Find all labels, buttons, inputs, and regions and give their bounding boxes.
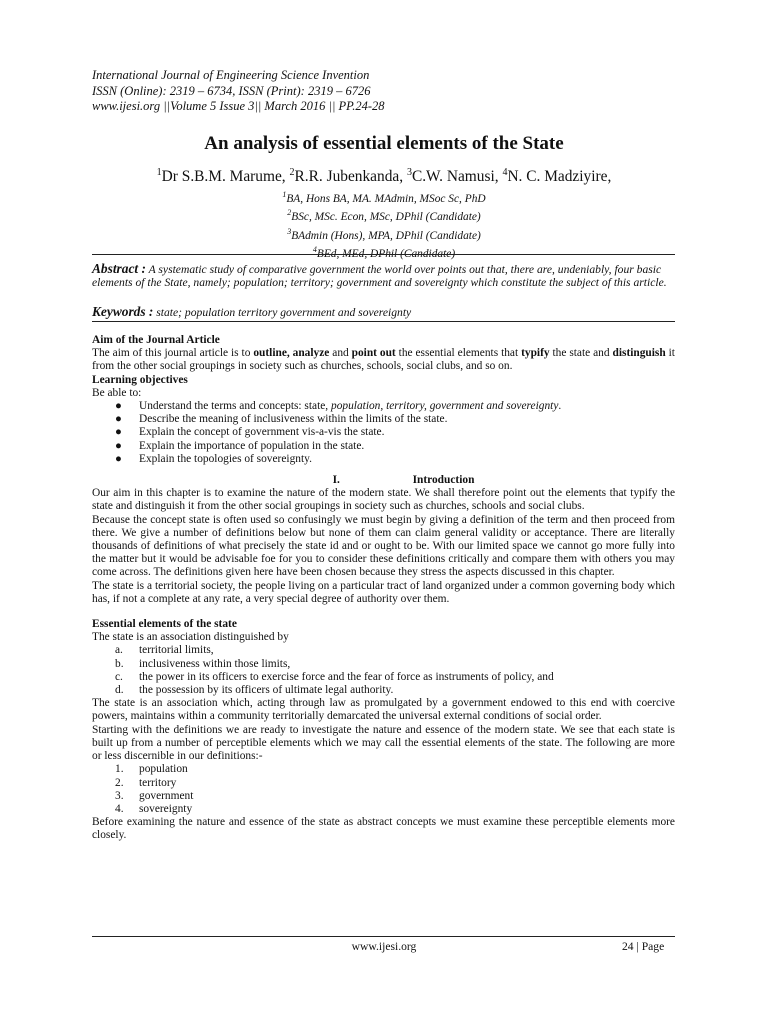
bullet-icon: ● — [115, 426, 122, 439]
aim-bold-1: outline, analyze — [253, 347, 330, 360]
list-item-text: the power in its officers to exercise force and the fear of force as instruments of policy, and — [139, 670, 554, 683]
list-item-text: the possession by its officers of ultimate legal authority. — [139, 684, 394, 697]
essential-paragraph-1: The state is an association which, acting through law as promulgated by a government endowed to this end with coercive powers, maintains within a community territorially demarcated the universal external conditions of social order. — [92, 697, 675, 723]
footer-rule — [92, 936, 675, 937]
list-item — [92, 400, 675, 413]
objective-1-text: Understand the terms and concepts: state, — [139, 400, 332, 413]
affiliation-4 — [0, 243, 768, 261]
list-item — [92, 426, 675, 439]
intro-paragraph-2: Because the concept state is often used so confusingly we must begin by giving a definition of the term and then proceed from there. We give a number of definitions below but none of them can claim general validity or acceptance. There are literally thousands of definitions of what precisely the state id and or ought to be. With our limited space we cannot go more fully into the matter but it would be advisable foe for you to consider these definitions critically and compare them with others you may come across. The definitions given here have been chosen because they stress the aspects discussed in this chapter. — [92, 513, 675, 579]
abstract-text: A systematic study of comparative government the world over points out that, there are, undeniably, four basic elements of the State, namely; population; territory; government and sovereignty which constitute the subject of this article. — [92, 263, 667, 290]
abstract — [92, 262, 675, 290]
objectives-list — [92, 400, 675, 466]
aim-paragraph — [92, 347, 675, 373]
essential-intro: The state is an association distinguished by — [92, 631, 289, 644]
section-heading — [92, 474, 675, 487]
author-3: C.W. Namusi, — [411, 168, 503, 186]
footer-site: www.ijesi.org — [351, 940, 417, 953]
bullet-icon: ● — [115, 439, 122, 452]
objective-1-italic: population, territory, government and sovereignty — [331, 400, 559, 413]
affiliation-2 — [0, 206, 768, 224]
list-marker: 1. — [115, 763, 124, 776]
list-item — [92, 790, 675, 803]
author-4: N. C. Madziyire, — [507, 168, 612, 186]
list-item — [92, 777, 675, 790]
affiliation-list — [0, 188, 768, 262]
author-2-sup: 2 — [289, 167, 295, 178]
author-3-sup: 3 — [406, 167, 412, 178]
abstract-bottom-rule — [92, 321, 675, 322]
list-item — [92, 684, 675, 697]
aim-text-1: The aim of this journal article is to — [92, 347, 254, 360]
section-number: I. — [332, 474, 340, 487]
abstract-top-rule — [92, 254, 675, 255]
affiliation-4-sup: 4 — [312, 245, 317, 255]
article-body — [92, 334, 675, 843]
journal-name: International Journal of Engineering Science Invention — [92, 68, 370, 82]
aim-bold-2: point out — [351, 347, 396, 360]
objective-5-text: Explain the topologies of sovereignty. — [139, 452, 312, 465]
affiliation-1-text: BA, Hons BA, MA. MAdmin, MSoc Sc, PhD — [286, 192, 486, 205]
essential-paragraph-2: Starting with the definitions we are ready to investigate the nature and essence of the modern state. We see that each state is built up from a number of perceptible elements which we may call the essential elements of the state. The following are more or less discernible in our definitions:- — [92, 723, 675, 763]
list-marker: 2. — [115, 776, 124, 789]
author-1-sup: 1 — [156, 167, 162, 178]
author-1: Dr S.B.M. Marume, — [161, 168, 290, 186]
objectives-heading: Learning objectives — [92, 373, 188, 386]
list-marker: d. — [115, 684, 124, 697]
intro-paragraph-3: The state is a territorial society, the people living on a particular tract of land organized under a common governing body which has, if not a complete at any rate, a very special degree of authority over them. — [92, 579, 675, 605]
list-item-text: territorial limits, — [139, 644, 214, 657]
objective-4-text: Explain the importance of population in the state. — [139, 439, 365, 452]
aim-text-4: the state and — [549, 347, 613, 360]
bullet-icon: ● — [115, 400, 122, 413]
essential-alpha-list — [92, 644, 675, 697]
abstract-label: Abstract : — [92, 261, 146, 276]
affiliation-3 — [0, 225, 768, 243]
list-item-text: population — [139, 763, 188, 776]
list-marker: 4. — [115, 802, 124, 815]
list-item-text: government — [139, 789, 194, 802]
list-item — [92, 763, 675, 776]
affiliation-2-sup: 2 — [287, 208, 292, 218]
author-2: R.R. Jubenkanda, — [294, 168, 407, 186]
author-4-sup: 4 — [502, 167, 508, 178]
list-marker: 3. — [115, 789, 124, 802]
journal-volume: www.ijesi.org ||Volume 5 Issue 3|| March 2016 || PP.24-28 — [92, 99, 385, 114]
list-item-text: sovereignty — [139, 802, 193, 815]
bullet-icon: ● — [115, 413, 122, 426]
objective-2-text: Describe the meaning of inclusiveness within the limits of the state. — [139, 413, 448, 426]
journal-header — [92, 68, 692, 115]
intro-paragraph-1: Our aim in this chapter is to examine the nature of the modern state. We shall therefore point out the elements that typify the state and distinguish it from the other social groupings in society such as churches, schools and social clubs. — [92, 487, 675, 513]
aim-bold-4: distinguish — [612, 347, 666, 360]
list-item — [92, 671, 675, 684]
list-item — [92, 440, 675, 453]
section-title: Introduction — [412, 474, 475, 487]
aim-text-5: it from the other social groupings in society such as churches, schools, social clubs, and so on. — [92, 347, 675, 373]
list-marker: b. — [115, 657, 124, 670]
essential-paragraph-3: Before examining the nature and essence of the state as abstract concepts we must examine these perceptible elements more closely. — [92, 816, 675, 842]
affiliation-1-sup: 1 — [282, 190, 287, 199]
affiliation-3-text: BAdmin (Hons), MPA, DPhil (Candidate) — [291, 229, 481, 242]
spacer — [92, 606, 675, 618]
aim-text-2: and — [329, 347, 352, 360]
keywords-label: Keywords : — [92, 304, 154, 319]
aim-heading: Aim of the Journal Article — [92, 334, 220, 346]
list-item-text: territory — [139, 776, 177, 789]
footer-page-number: 24 | Page — [622, 940, 665, 953]
list-item — [92, 413, 675, 426]
essential-heading: Essential elements of the state — [92, 618, 237, 631]
paper-title: An analysis of essential elements of the State — [204, 133, 564, 154]
affiliation-1 — [0, 188, 768, 206]
keywords — [92, 304, 675, 320]
objectives-intro: Be able to: — [92, 386, 142, 399]
aim-bold-3: typify — [521, 347, 550, 360]
affiliation-3-sup: 3 — [287, 226, 292, 236]
list-marker: a. — [115, 644, 123, 657]
affiliation-2-text: BSc, MSc. Econ, MSc, DPhil (Candidate) — [291, 211, 481, 224]
affiliation-4-text: BEd, MEd, DPhil (Candidate) — [316, 247, 456, 260]
list-marker: c. — [115, 670, 123, 683]
aim-text-3: the essential elements that — [395, 347, 522, 360]
author-list — [0, 167, 768, 186]
objective-1-end: . — [558, 400, 562, 413]
objective-3-text: Explain the concept of government vis-a-vis the state. — [139, 426, 385, 439]
keywords-text: state; population territory government and sovereignty — [156, 306, 412, 319]
journal-issn: ISSN (Online): 2319 – 6734, ISSN (Print): 2319 – 6726 — [92, 83, 371, 98]
list-item — [92, 658, 675, 671]
list-item-text: inclusiveness within those limits, — [139, 657, 291, 670]
list-item — [92, 644, 675, 657]
bullet-icon: ● — [115, 452, 122, 465]
list-item — [92, 453, 675, 466]
list-item — [92, 803, 675, 816]
essential-numbered-list — [92, 763, 675, 816]
